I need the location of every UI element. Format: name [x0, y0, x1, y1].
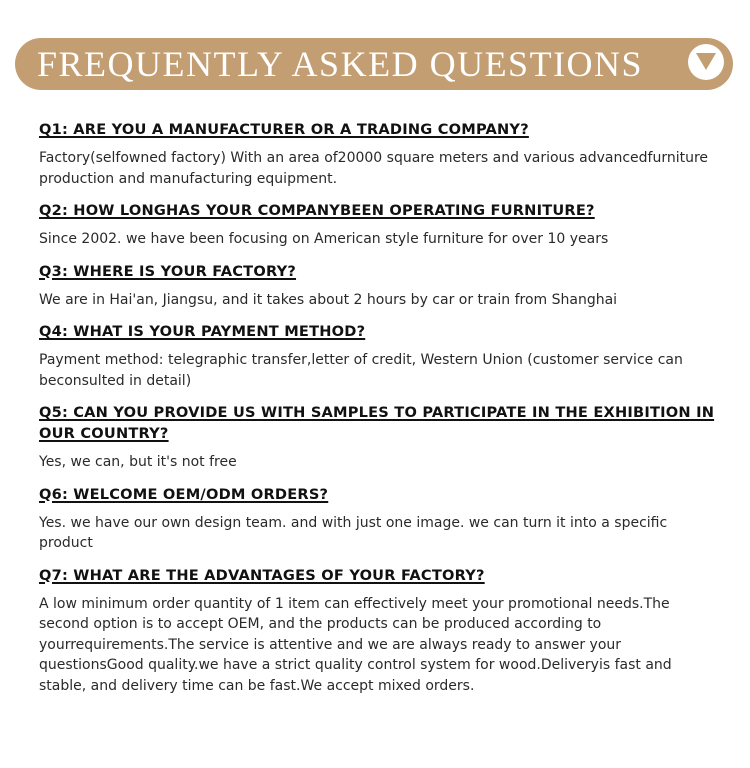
- faq-answer: Yes, we can, but it's not free: [39, 454, 237, 470]
- faq-item: [39, 565, 719, 697]
- faq-item: [39, 484, 719, 554]
- faq-question: Q3: WHERE IS YOUR FACTORY?: [39, 262, 297, 280]
- faq-question: Q5: CAN YOU PROVIDE US WITH SAMPLES TO PARTICIPATE IN THE EXHIBITION IN OUR COUNTRY?: [39, 404, 715, 442]
- faq-question: Q4: WHAT IS YOUR PAYMENT METHOD?: [39, 323, 366, 340]
- faq-banner: [15, 38, 733, 90]
- faq-question: Q7: WHAT ARE THE ADVANTAGES OF YOUR FACTORY?: [39, 566, 485, 584]
- faq-item: [39, 200, 719, 250]
- faq-answer: We are in Hai'an, Jiangsu, and it takes about 2 hours by car or train from Shanghai: [39, 291, 618, 308]
- faq-answer: A low minimum order quantity of 1 item can effectively meet your promotional needs.The second option is to accept OEM, and the products can be produced according to yourrequirements.The service is attentive and we are always ready to answer your questionsGood quality.we have a strict quality control system for wood.Deliveryis fast and stable, and delivery time can be fast.We accept mixed orders.: [39, 595, 672, 694]
- faq-question: Q6: WELCOME OEM/ODM ORDERS?: [39, 485, 329, 503]
- faq-item: [39, 321, 719, 391]
- faq-question: Q2: HOW LONGHAS YOUR COMPANYBEEN OPERATING FURNITURE?: [39, 202, 595, 219]
- faq-item: [39, 119, 719, 189]
- expand-toggle-button[interactable]: [688, 44, 724, 80]
- faq-question: Q1: ARE YOU A MANUFACTURER OR A TRADING COMPANY?: [39, 121, 529, 138]
- page-title: FREQUENTLY ASKED QUESTIONS: [37, 44, 644, 84]
- faq-answer: Factory(selfowned factory) With an area of20000 square meters and various advancedfurniture production and manufacturing equipment.: [39, 150, 709, 187]
- faq-answer: Payment method: telegraphic transfer,letter of credit, Western Union (customer service can beconsulted in detail): [39, 352, 683, 389]
- faq-list: [39, 119, 719, 707]
- faq-item: [39, 261, 719, 311]
- faq-answer: Yes. we have our own design team. and with just one image. we can turn it into a specific product: [39, 514, 668, 551]
- chevron-down-icon: [696, 53, 716, 71]
- faq-answer: Since 2002. we have been focusing on American style furniture for over 10 years: [39, 231, 609, 247]
- faq-item: [39, 402, 719, 473]
